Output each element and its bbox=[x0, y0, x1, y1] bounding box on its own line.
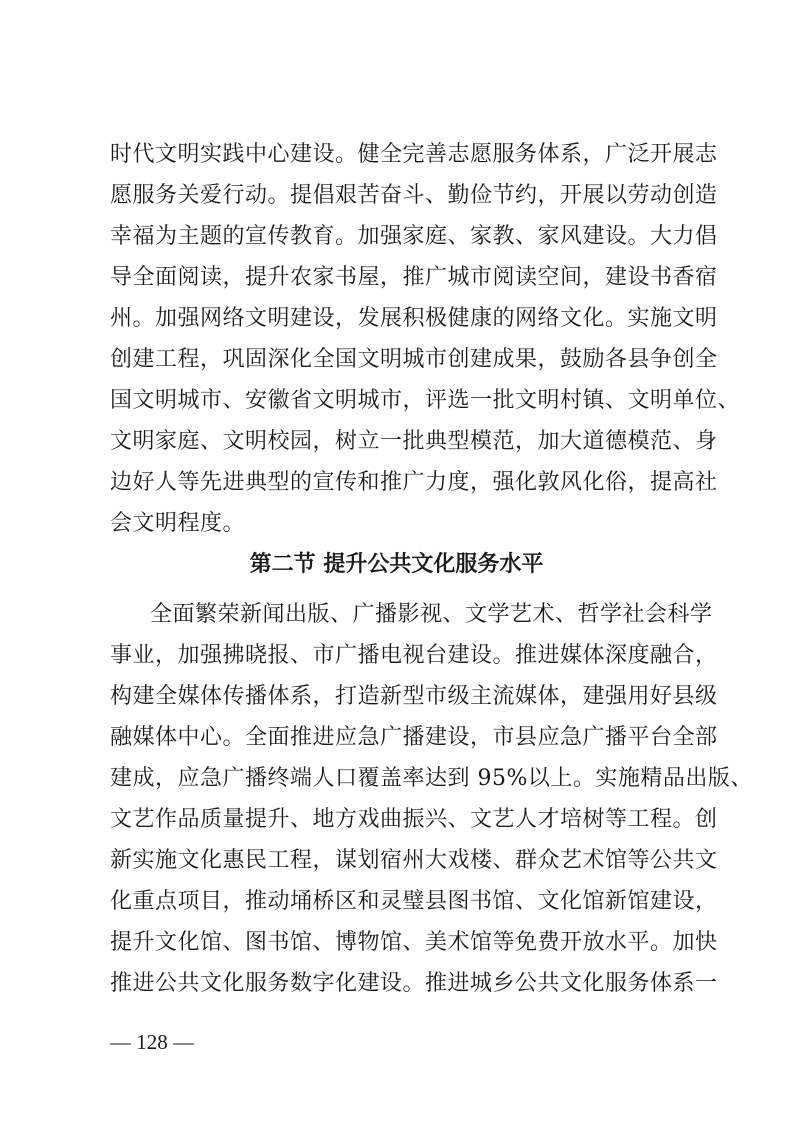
paragraph-line: 国文明城市、安徽省文明城市，评选一批文明村镇、文明单位、 bbox=[110, 388, 741, 413]
paragraph-line: 事业，加强拂晓报、市广播电视台建设。推进媒体深度融合， bbox=[110, 643, 718, 668]
paragraph-line: 州。加强网络文明建设，发展积极健康的网络文化。实施文明 bbox=[110, 306, 718, 331]
paragraph-line: 时代文明实践中心建设。健全完善志愿服务体系，广泛开展志 bbox=[110, 142, 718, 167]
paragraph-line: 文艺作品质量提升、地方戏曲振兴、文艺人才培树等工程。创 bbox=[110, 807, 718, 832]
paragraph-line: 导全面阅读，提升农家书屋，推广城市阅读空间，建设书香宿 bbox=[110, 265, 718, 290]
paragraph-line: 幸福为主题的宣传教育。加强家庭、家教、家风建设。大力倡 bbox=[110, 224, 718, 249]
paragraph-line: 全面繁荣新闻出版、广播影视、文学艺术、哲学社会科学 bbox=[150, 602, 713, 627]
paragraph-line: 边好人等先进典型的宣传和推广力度，强化敦风化俗，提高社 bbox=[110, 470, 718, 495]
paragraph-line: 构建全媒体传播体系，打造新型市级主流媒体，建强用好县级 bbox=[110, 684, 718, 709]
paragraph-line: 化重点项目，推动埇桥区和灵璧县图书馆、文化馆新馆建设， bbox=[110, 889, 718, 914]
page-number: — 128 — bbox=[110, 1030, 194, 1054]
paragraph-line: 文明家庭、文明校园，树立一批典型模范，加大道德模范、身 bbox=[110, 429, 718, 454]
paragraph-line: 创建工程，巩固深化全国文明城市创建成果，鼓励各县争创全 bbox=[110, 347, 718, 372]
paragraph-line: 愿服务关爱行动。提倡艰苦奋斗、勤俭节约，开展以劳动创造 bbox=[110, 183, 718, 208]
paragraph-line: 提升文化馆、图书馆、博物馆、美术馆等免费开放水平。加快 bbox=[110, 930, 718, 955]
section-heading: 第二节 提升公共文化服务水平 bbox=[249, 552, 544, 577]
paragraph-line: 推进公共文化服务数字化建设。推进城乡公共文化服务体系一 bbox=[110, 971, 718, 996]
paragraph-line: 会文明程度。 bbox=[110, 511, 246, 536]
paragraph-line: 融媒体中心。全面推进应急广播建设，市县应急广播平台全部 bbox=[110, 725, 718, 750]
paragraph-line: 建成，应急广播终端人口覆盖率达到 95%以上。实施精品出版、 bbox=[110, 766, 753, 791]
paragraph-line: 新实施文化惠民工程，谋划宿州大戏楼、群众艺术馆等公共文 bbox=[110, 848, 718, 873]
